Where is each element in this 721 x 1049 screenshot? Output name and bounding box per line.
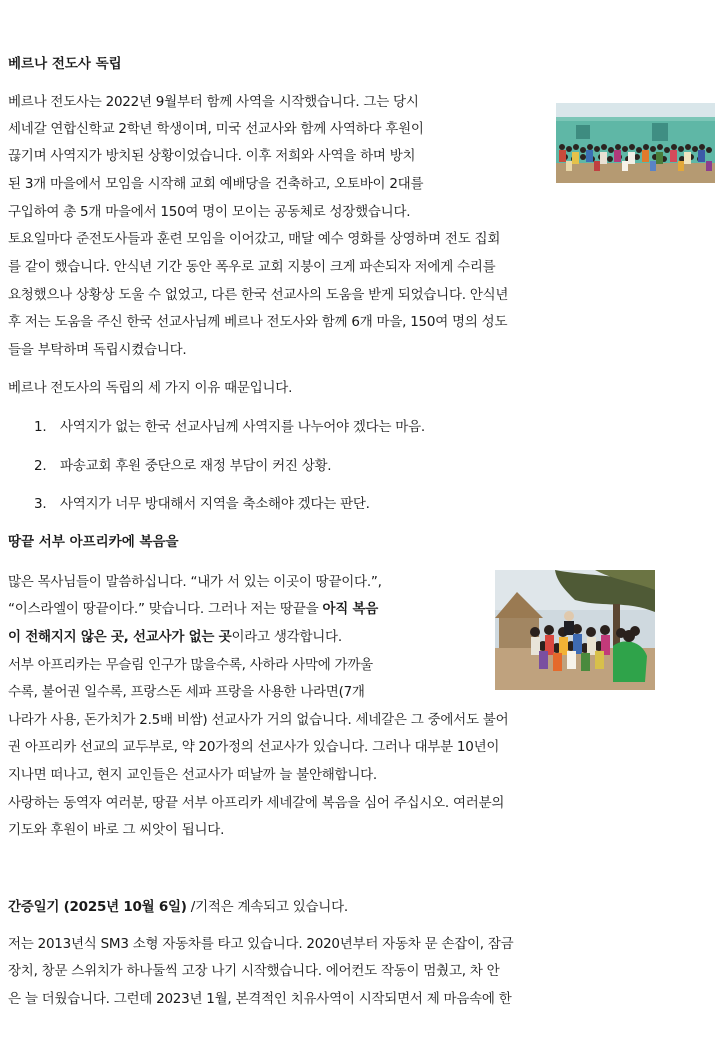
paragraph-line bbox=[8, 599, 378, 619]
paragraph-line: 를 같이 했습니다. 안식년 기간 동안 폭우로 교회 지붕이 크게 파손되자 저에게 수리를 bbox=[8, 259, 496, 275]
village-group-photo bbox=[495, 570, 655, 690]
paragraph-line: 장치, 창문 스위치가 하나둘씩 고장 나기 시작했습니다. 에어컨도 작동이 멈췄고, 차 안 bbox=[8, 963, 500, 979]
paragraph-line: 수록, 불어권 일수록, 프랑스돈 세파 프랑을 사용한 나라면(7개 bbox=[8, 684, 365, 700]
paragraph-line: 베르나 전도사는 2022년 9월부터 함께 사역을 시작했습니다. 그는 당시 bbox=[8, 94, 419, 110]
paragraph-line: 후 저는 도움을 주신 한국 선교사님께 베르나 전도사와 함께 6개 마을, 150여 명의 성도 bbox=[8, 314, 508, 330]
emphasis-text: 이 전해지지 않은 곳, 선교사가 없는 곳 bbox=[8, 629, 232, 645]
diary-title: 간증일기 (2025년 10월 6일) bbox=[8, 899, 187, 915]
section-title-berna: 베르나 전도사 독립 bbox=[8, 56, 122, 72]
diary-heading bbox=[8, 897, 348, 917]
paragraph-line: 기도와 후원이 바로 그 씨앗이 됩니다. bbox=[8, 822, 225, 838]
paragraph-text: “이스라엘이 땅끝이다.” 맞습니다. 그러나 저는 땅끝을 bbox=[8, 601, 323, 617]
list-item-number: 2. bbox=[34, 458, 47, 474]
list-item-text: 파송교회 후원 중단으로 재정 부담이 커진 상황. bbox=[60, 458, 332, 474]
paragraph-line: 은 늘 더웠습니다. 그런데 2023년 1월, 본격적인 치유사역이 시작되면서 제 마음속에 한 bbox=[8, 991, 512, 1007]
paragraph-line: 토요일마다 준전도사들과 훈련 모임을 이어갔고, 매달 예수 영화를 상영하며 전도 집회 bbox=[8, 231, 501, 247]
church-group-photo-image bbox=[556, 103, 715, 183]
paragraph-line: 들을 부탁하며 독립시켰습니다. bbox=[8, 342, 187, 358]
paragraph-line bbox=[8, 627, 342, 647]
list-item-number: 3. bbox=[34, 496, 47, 512]
church-group-photo bbox=[556, 103, 715, 183]
paragraph-line: 사랑하는 동역자 여러분, 땅끝 서부 아프리카 세네갈에 복음을 심어 주십시오. 여러분의 bbox=[8, 795, 505, 811]
paragraph-line: 요청했으나 상황상 도울 수 없었고, 다른 한국 선교사의 도움을 받게 되었습니다. 안식년 bbox=[8, 287, 509, 303]
paragraph-line: 된 3개 마을에서 모임을 시작해 교회 예배당을 건축하고, 오토바이 2대를 bbox=[8, 176, 424, 192]
paragraph-line: 서부 아프리카는 무슬림 인구가 많을수록, 사하라 사막에 가까울 bbox=[8, 657, 373, 673]
list-item-number: 1. bbox=[34, 419, 47, 435]
paragraph-text: 이라고 생각합니다. bbox=[231, 629, 342, 645]
paragraph-line: 나라가 사용, 돈가치가 2.5배 비쌈) 선교사가 거의 없습니다. 세네갈은 그 중에서도 불어 bbox=[8, 712, 509, 728]
paragraph-line: 권 아프리카 선교의 교두부로, 약 20가정의 선교사가 있습니다. 그러나 대부분 10년이 bbox=[8, 739, 500, 755]
paragraph-line: 끊기며 사역지가 방치된 상황이었습니다. 이후 저희와 사역을 하며 방치 bbox=[8, 148, 416, 164]
list-item-text: 사역지가 너무 방대해서 지역을 축소해야 겠다는 판단. bbox=[60, 496, 370, 512]
emphasis-text: 아직 복음 bbox=[322, 601, 379, 617]
paragraph-line: 세네갈 연합신학교 2학년 학생이며, 미국 선교사와 함께 사역하다 후원이 bbox=[8, 121, 424, 137]
paragraph-line: 저는 2013년식 SM3 소형 자동차를 타고 있습니다. 2020년부터 자동차 문 손잡이, 잠금 bbox=[8, 936, 514, 952]
paragraph-line: 지나면 떠나고, 현지 교인들은 선교사가 떠날까 늘 불안해합니다. bbox=[8, 767, 377, 783]
reasons-intro: 베르나 전도사의 독립의 세 가지 이유 때문입니다. bbox=[8, 380, 293, 396]
list-item-text: 사역지가 없는 한국 선교사님께 사역지를 나누어야 겠다는 마음. bbox=[60, 419, 425, 435]
paragraph-line: 많은 목사님들이 말씀하십니다. “내가 서 있는 이곳이 땅끝이다.”, bbox=[8, 574, 382, 590]
village-group-photo-image bbox=[495, 570, 655, 690]
diary-subtitle: /기적은 계속되고 있습니다. bbox=[186, 899, 348, 915]
paragraph-line: 구입하여 총 5개 마을에서 150여 명이 모이는 공동체로 성장했습니다. bbox=[8, 204, 411, 220]
section-title-west-africa: 땅끝 서부 아프리카에 복음을 bbox=[8, 534, 179, 550]
